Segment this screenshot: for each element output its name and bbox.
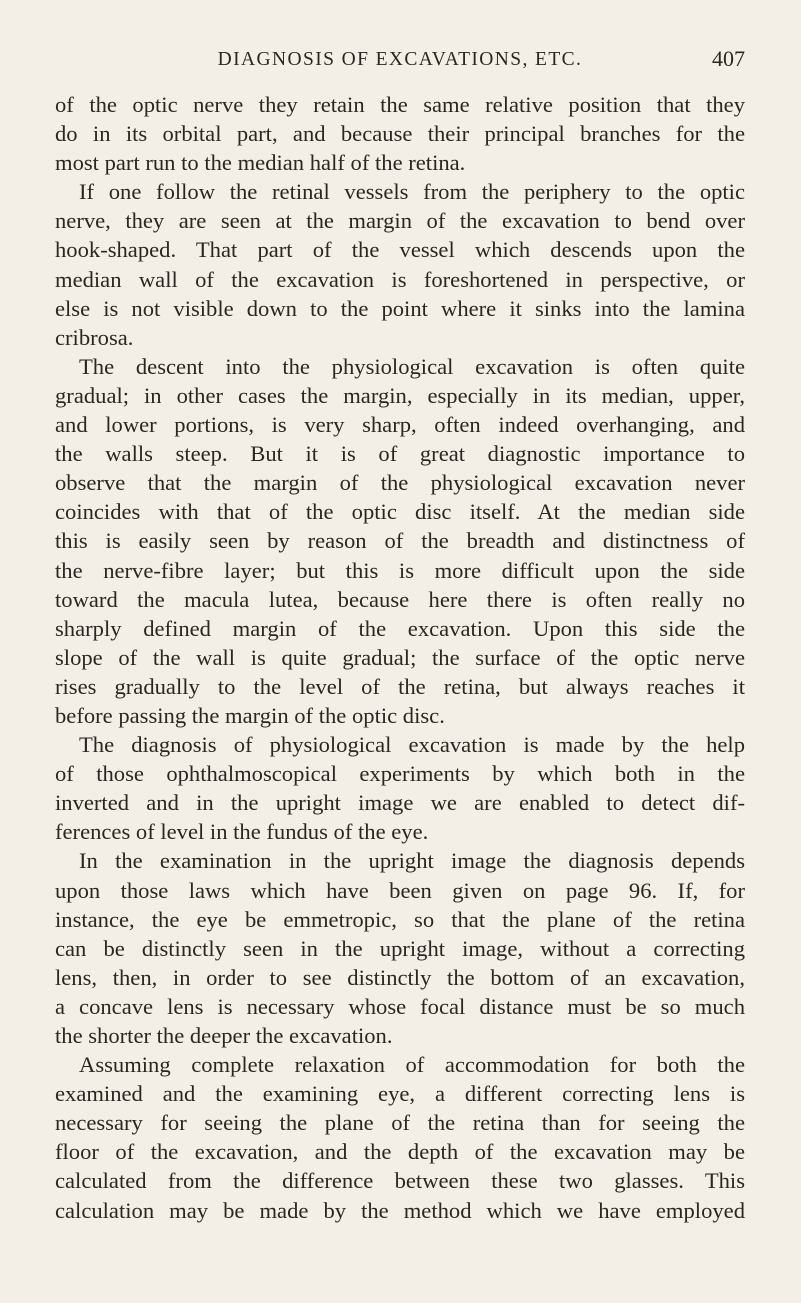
text-line: observe that the margin of the physiological excavation never bbox=[55, 470, 745, 496]
text-line: the nerve-fibre layer; but this is more difficult upon the side bbox=[55, 557, 745, 583]
text-line: coincides with that of the optic disc itself. At the median side bbox=[55, 499, 745, 525]
text-line: upon those laws which have been given on page 96. If, for bbox=[55, 877, 745, 903]
text-line: inverted and in the upright image we are enabled to detect dif- bbox=[55, 790, 745, 816]
text-line: lens, then, in order to see distinctly the bottom of an excavation, bbox=[55, 964, 745, 990]
text-line: a concave lens is necessary whose focal distance must be so much bbox=[55, 993, 745, 1019]
text-line: rises gradually to the level of the retina, but always reaches it bbox=[55, 673, 745, 699]
text-line: of those ophthalmoscopical experiments by which both in the bbox=[55, 761, 745, 787]
text-line: slope of the wall is quite gradual; the surface of the optic nerve bbox=[55, 644, 745, 670]
text-line: necessary for seeing the plane of the retina than for seeing the bbox=[55, 1110, 745, 1136]
text-line: cribrosa. bbox=[55, 324, 134, 350]
text-line: of the optic nerve they retain the same relative position that they bbox=[55, 92, 745, 117]
text-line: calculation may be made by the method which we have employed bbox=[55, 1197, 745, 1223]
text-line: nerve, they are seen at the margin of the excavation to bend over bbox=[55, 208, 745, 234]
paragraph bbox=[55, 352, 745, 730]
text-line: examined and the examining eye, a different correcting lens is bbox=[55, 1081, 745, 1107]
text-line: do in its orbital part, and because their principal branches for the bbox=[55, 121, 745, 147]
text-line: The descent into the physiological excavation is often quite bbox=[79, 353, 745, 379]
text-line: the walls steep. But it is of great diagnostic importance to bbox=[55, 441, 745, 467]
text-line: The diagnosis of physiological excavation is made by the help bbox=[79, 732, 745, 758]
page-number: 407 bbox=[712, 46, 745, 71]
text-line: sharply defined margin of the excavation. Upon this side the bbox=[55, 615, 745, 641]
running-head: DIAGNOSIS OF EXCAVATIONS, ETC. bbox=[217, 49, 583, 70]
paragraph bbox=[55, 730, 745, 846]
paragraph bbox=[55, 1050, 745, 1225]
body-text bbox=[55, 90, 745, 1225]
text-line: calculated from the difference between these two glasses. This bbox=[55, 1168, 745, 1194]
text-line: hook-shaped. That part of the vessel which descends upon the bbox=[55, 237, 745, 263]
text-line: ferences of level in the fundus of the eye. bbox=[55, 819, 429, 845]
text-line: this is easily seen by reason of the breadth and distinctness of bbox=[55, 528, 745, 554]
paragraph bbox=[55, 177, 745, 352]
text-line: Assuming complete relaxation of accommodation for both the bbox=[79, 1052, 745, 1078]
text-line: gradual; in other cases the margin, especially in its median, upper, bbox=[55, 382, 745, 408]
text-line: most part run to the median half of the retina. bbox=[55, 150, 466, 176]
paragraph bbox=[55, 90, 745, 177]
text-line: floor of the excavation, and the depth of the excavation may be bbox=[55, 1139, 745, 1165]
text-line: In the examination in the upright image the diagnosis depends bbox=[79, 848, 745, 874]
text-line: median wall of the excavation is foreshortened in perspective, or bbox=[55, 266, 745, 292]
text-line: before passing the margin of the optic disc. bbox=[55, 702, 445, 728]
text-line: instance, the eye be emmetropic, so that the plane of the retina bbox=[55, 906, 745, 932]
text-line: the shorter the deeper the excavation. bbox=[55, 1023, 393, 1048]
text-line: else is not visible down to the point where it sinks into the lamina bbox=[55, 295, 745, 321]
paragraph bbox=[55, 846, 745, 1050]
text-line: toward the macula lutea, because here there is often really no bbox=[55, 586, 745, 612]
page-header bbox=[55, 46, 745, 76]
text-line: and lower portions, is very sharp, often indeed overhanging, and bbox=[55, 412, 745, 438]
text-line: can be distinctly seen in the upright image, without a correcting bbox=[55, 935, 745, 961]
text-line: If one follow the retinal vessels from the periphery to the optic bbox=[79, 179, 745, 205]
